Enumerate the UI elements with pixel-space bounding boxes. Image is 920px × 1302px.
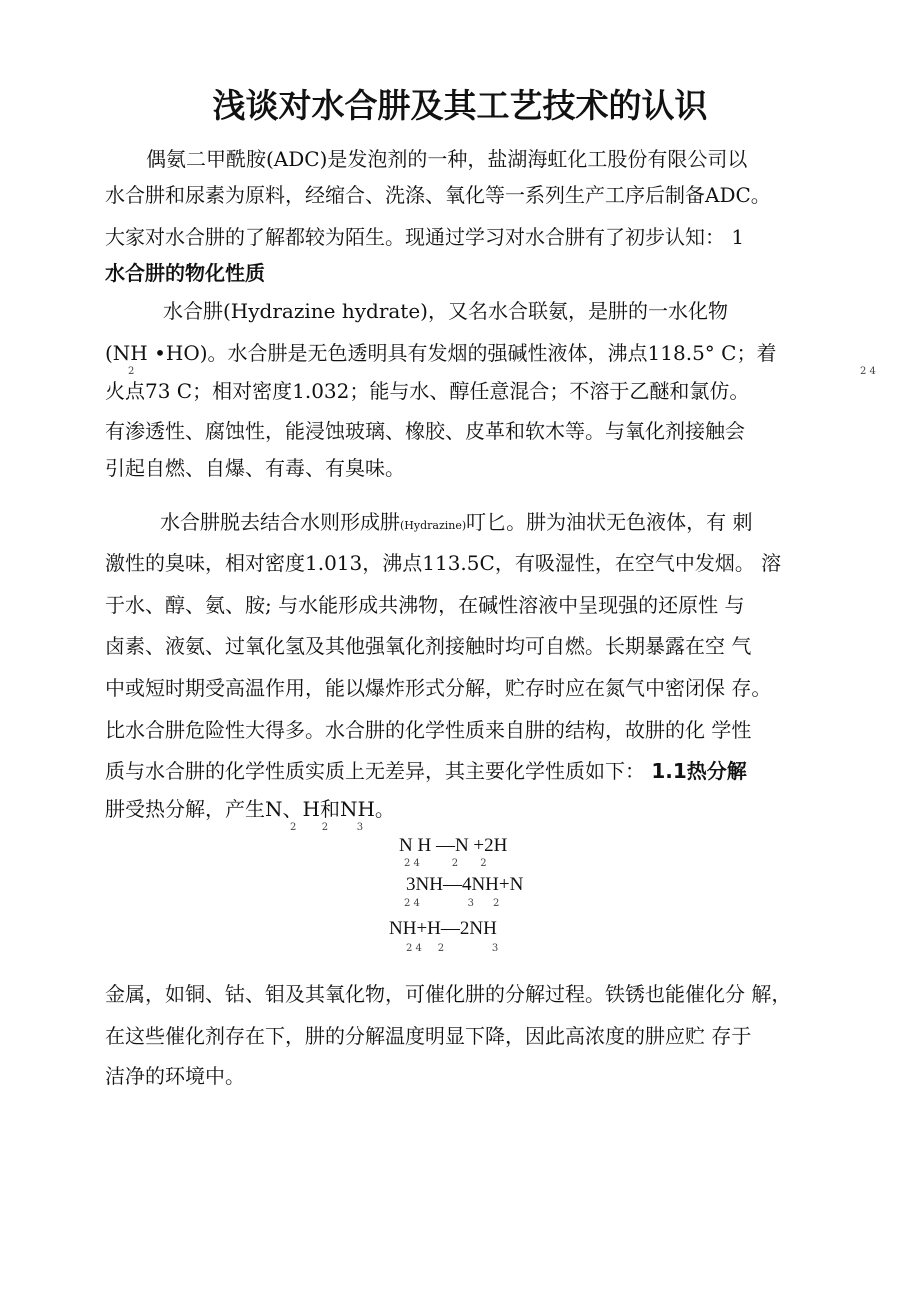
section-heading: 水合肼的物化性质 (105, 261, 265, 285)
equation-1: N H —N +2H (399, 835, 508, 856)
subscript: 2 4 (860, 366, 876, 377)
para2-line-7 (105, 759, 747, 783)
equation-3-subscripts: 2 4 2 3 (406, 943, 499, 954)
para3-line-1: 金属，如铜、钴、钼及其氧化物，可催化肼的分解过程。铁锈也能催化分 解， (105, 982, 792, 1006)
para1-line-1: 水合肼(Hydrazine hydrate)，又名水合联氨，是肼的一水化物 (163, 299, 728, 323)
para3-line-3: 洁净的环境中。 (105, 1064, 245, 1088)
para2-line-2: 激性的臭味，相对密度1.013，沸点113.5C，有吸湿性，在空气中发烟。 溶 (105, 551, 782, 575)
para3-line-2: 在这些催化剂存在下，肼的分解温度明显下降，因此高浓度的肼应贮 存于 (105, 1024, 752, 1048)
intro-line-2: 水合肼和尿素为原料，经缩合、洗涤、氧化等一系列生产工序后制备ADC。 (105, 183, 771, 207)
para1-line-5: 引起自燃、自爆、有毒、有臭味。 (105, 456, 405, 480)
equation-2-subscripts: 2 4 3 2 (404, 898, 500, 909)
intro-line-1: 偶氨二甲酰胺(ADC)是发泡剂的一种，盐湖海虹化工股份有限公司以 (146, 147, 748, 171)
equation-1-subscripts: 2 4 2 2 (404, 858, 487, 869)
para2-line-3: 于水、醇、氨、胺; 与水能形成共沸物，在碱性溶液中呈现强的还原性 与 (105, 593, 745, 617)
para2-line-6: 比水合肼危险性大得多。水合肼的化学性质来自肼的结构，故肼的化 学性 (105, 718, 752, 742)
para1-line-4: 有渗透性、腐蚀性，能浸蚀玻璃、橡胶、皮革和软木等。与氧化剂接触会 (105, 419, 745, 443)
text: 水合肼脱去结合水则形成肼 (160, 510, 400, 534)
subsection-heading: 1.1热分解 (651, 759, 747, 783)
para2-line-8: 肼受热分解，产生N、H和NH。 (105, 797, 395, 821)
para1-line-2: (NH •HO)。水合肼是无色透明具有发烟的强碱性液体，沸点118.5° C；着 (105, 341, 777, 365)
equation-2: 3NH—4NH+N (406, 874, 524, 895)
para2-line-4: 卤素、液氨、过氧化氢及其他强氧化剂接触时均可自燃。长期暴露在空 气 (105, 634, 752, 658)
intro-line-3: 大家对水合肼的了解都较为陌生。现通过学习对水合肼有了初步认知： 1 (105, 225, 745, 249)
text: 质与水合肼的化学性质实质上无差异，其主要化学性质如下： (105, 759, 652, 783)
para2-line-1 (160, 510, 753, 538)
document-title: 浅谈对水合肼及其工艺技术的认识 (212, 86, 708, 125)
para1-line-3: 火点73 C；相对密度1.032；能与水、醇任意混合；不溶于乙醚和氯仿。 (105, 379, 750, 403)
equation-3: NH+H—2NH (389, 918, 497, 939)
subscripts: 2 2 3 (290, 822, 364, 833)
text-small: (Hydrazine) (400, 519, 467, 532)
subscript: 2 (128, 366, 135, 377)
text: 叮匕。肼为油状无色液体，有 刺 (466, 510, 753, 534)
para2-line-5: 中或短时期受高温作用，能以爆炸形式分解，贮存时应在氮气中密闭保 存。 (105, 676, 772, 700)
